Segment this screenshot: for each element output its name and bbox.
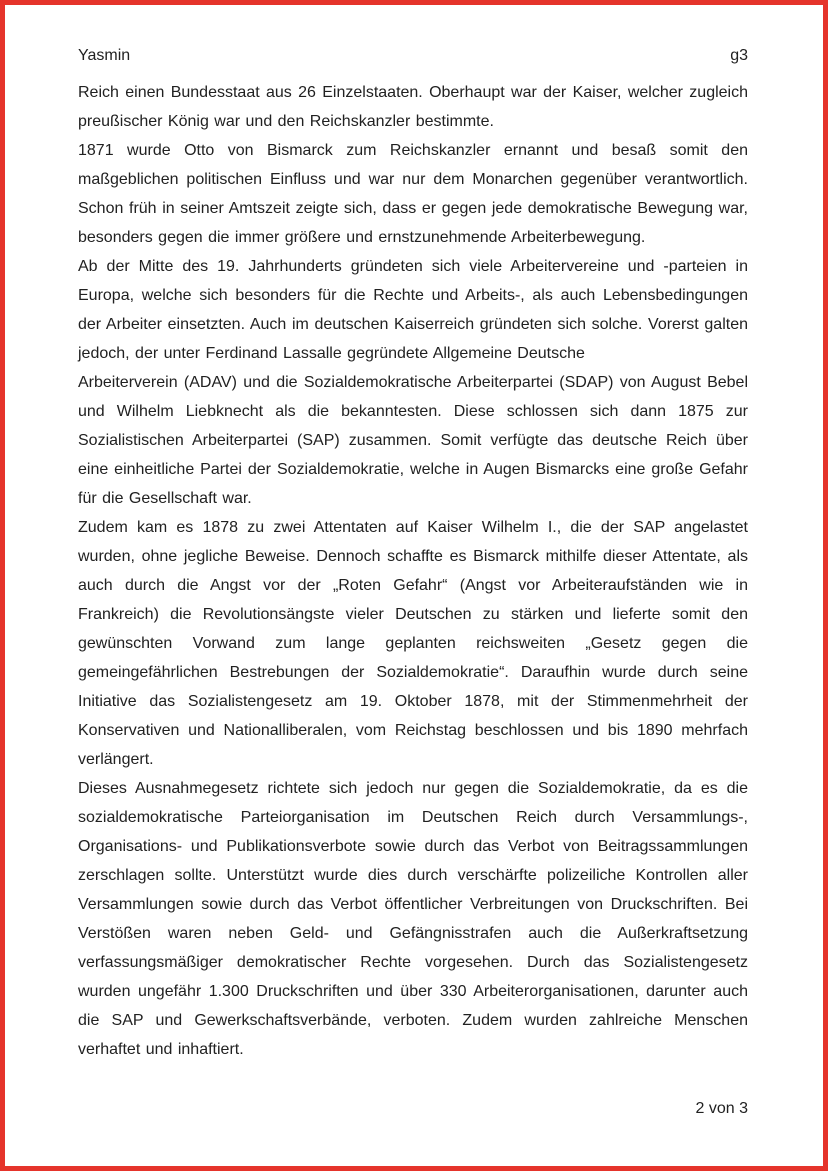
paragraph: 1871 wurde Otto von Bismarck zum Reichskanzler ernannt und besaß somit den maßgeblichen politischen Einfluss und war nur dem Monarchen gegenüber verantwortlich. Schon früh in seiner Amtszeit zeigte sich, dass er gegen jede demokratische Bewegung war, besonders gegen die immer größere und ernstzunehmende Arbeiterbewegung. bbox=[78, 142, 748, 246]
paragraph: Ab der Mitte des 19. Jahrhunderts gründeten sich viele Arbeitervereine und -parteien in Europa, welche sich besonders für die Rechte und Arbeits-, als auch Lebensbedingungen der Arbeiter einsetzten. Auch im deutschen Kaiserreich gründeten sich solche. Vorerst galten jedoch, der unter Ferdinand Lassalle gegründete Allgemeine Deutsche bbox=[78, 258, 748, 362]
paragraph: Arbeiterverein (ADAV) und die Sozialdemokratische Arbeiterpartei (SDAP) von August Bebel und Wilhelm Liebknecht als die bekanntesten. Diese schlossen sich dann 1875 zur Sozialistischen Arbeiterpartei (SAP) zusammen. Somit verfügte das deutsche Reich über eine einheitliche Partei der Sozialdemokratie, welche in Augen Bismarcks eine große Gefahr für die Gesellschaft war. bbox=[78, 374, 748, 507]
page-header bbox=[78, 46, 748, 66]
paragraph: Dieses Ausnahmegesetz richtete sich jedoch nur gegen die Sozialdemokratie, da es die sozialdemokratische Parteiorganisation im Deutschen Reich durch Versammlungs-, Organisations- und Publikationsverbote sowie durch das Verbot von Beitragssammlungen zerschlagen sollte. Unterstützt wurde dies durch verschärfte polizeiliche Kontrollen aller Versammlungen sowie durch das Verbot öffentlicher Verbreitungen von Druckschriften. Bei Verstößen waren neben Geld- und Gefängnisstrafen auch die Außerkraftsetzung verfassungsmäßiger demokratischer Rechte vorgesehen. Durch das Sozialistengesetz wurden ungefähr 1.300 Druckschriften und über 330 Arbeiterorganisationen, darunter auch die SAP und Gewerkschaftsverbände, verboten. Zudem wurden zahlreiche Menschen verhaftet und inhaftiert. bbox=[78, 780, 748, 1058]
page-number-indicator: 2 von 3 bbox=[695, 1100, 748, 1117]
document-body bbox=[78, 78, 748, 1064]
page-footer bbox=[696, 1099, 748, 1119]
paragraph: Zudem kam es 1878 zu zwei Attentaten auf Kaiser Wilhelm I., die der SAP angelastet wurden, ohne jegliche Beweise. Dennoch schaffte es Bismarck mithilfe dieser Attentate, als auch durch die Angst vor der „Roten Gefahr“ (Angst vor Arbeiteraufständen wie in Frankreich) die Revolutionsängste vieler Deutschen zu stärken und lieferte somit den gewünschten Vorwand zum lange geplanten reichsweiten „Gesetz gegen die gemeingefährlichen Bestrebungen der Sozialdemokratie“. Daraufhin wurde durch seine Initiative das Sozialistengesetz am 19. Oktober 1878, mit der Stimmenmehrheit der Konservativen und Nationalliberalen, vom Reichstag beschlossen und bis 1890 mehrfach verlängert. bbox=[78, 519, 748, 768]
paragraph: Reich einen Bundesstaat aus 26 Einzelstaaten. Oberhaupt war der Kaiser, welcher zugleich preußischer König war und den Reichskanzler bestimmte. bbox=[78, 84, 748, 130]
header-tag: g3 bbox=[730, 47, 748, 64]
header-author: Yasmin bbox=[78, 47, 131, 64]
page-content bbox=[78, 46, 748, 1064]
